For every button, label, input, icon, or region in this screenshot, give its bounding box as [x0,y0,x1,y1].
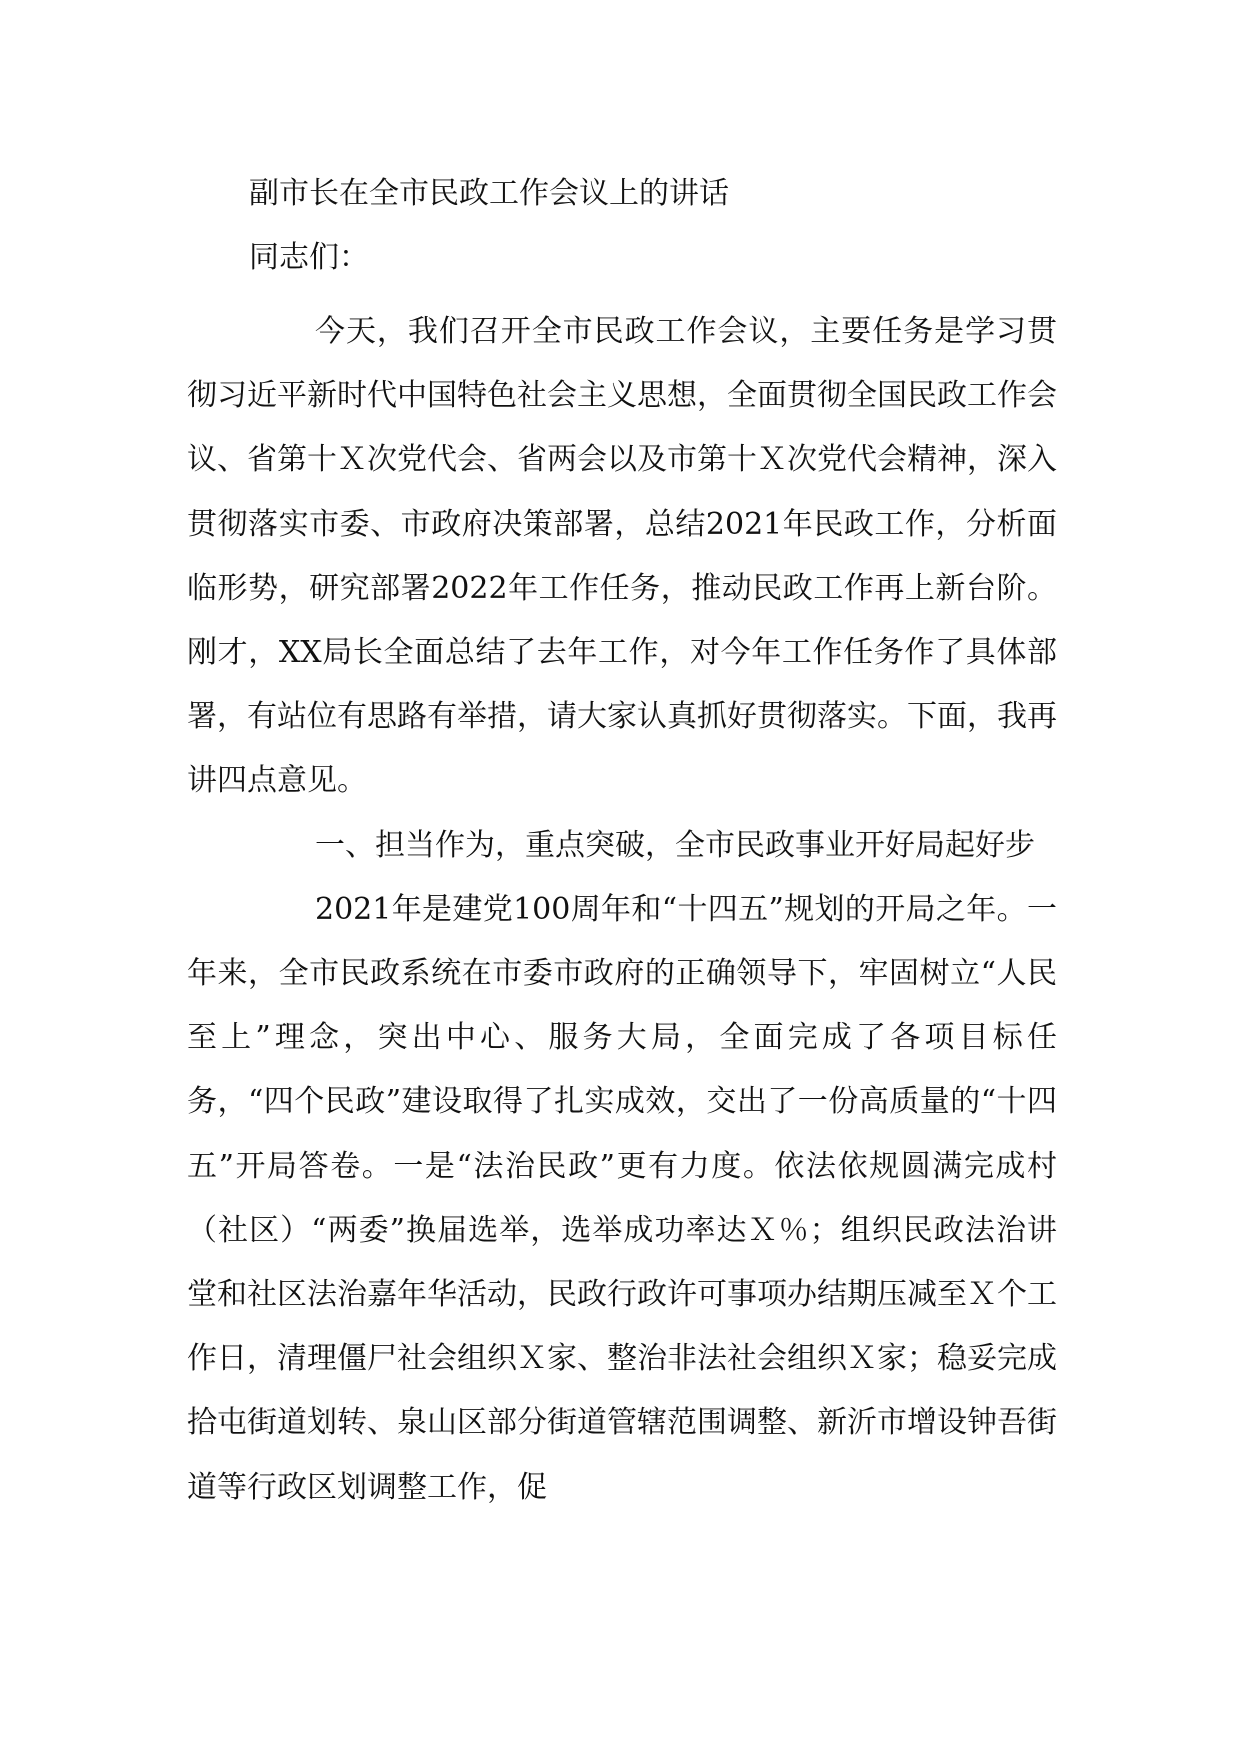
document-body [187,300,1057,1520]
salutation: 同志们： [249,240,369,275]
section-heading-1: 一、担当作为，重点突破，全市民政事业开好局起好步 [315,827,1035,863]
paragraph-2021-review: 2021年是建党100周年和“十四五”规划的开局之年。一年来，全市民政系统在市委市政府的正确领导下，牢固树立“人民至上”理念，突出中心、服务大局，全面完成了各项目标任务，“四个民政”建设取得了扎实成效，交出了一份高质量的“十四五”开局答卷。一是“法治民政”更有力度。依法依规圆满完成村（社区）“两委”换届选举，选举成功率达Ｘ％；组织民政法治讲堂和社区法治嘉年华活动，民政行政许可事项办结期压减至Ｘ个工作日，清理僵尸社会组织Ｘ家、整治非法社会组织Ｘ家；稳妥完成拾屯街道划转、泉山区部分街道管辖范围调整、新沂市增设钟吾街道等行政区划调整工作，促 [187,891,1057,1505]
document-title: 副市长在全市民政工作会议上的讲话 [249,176,729,211]
paragraph-intro: 今天，我们召开全市民政工作会议，主要任务是学习贯彻习近平新时代中国特色社会主义思想，全面贯彻全国民政工作会议、省第十Ｘ次党代会、省两会以及市第十Ｘ次党代会精神，深入贯彻落实市委、市政府决策部署，总结2021年民政工作，分析面临形势，研究部署2022年工作任务，推动民政工作再上新台阶。刚才，XX局长全面总结了去年工作，对今年工作任务作了具体部署，有站位有思路有举措，请大家认真抓好贯彻落实。下面，我再讲四点意见。 [187,314,1057,799]
